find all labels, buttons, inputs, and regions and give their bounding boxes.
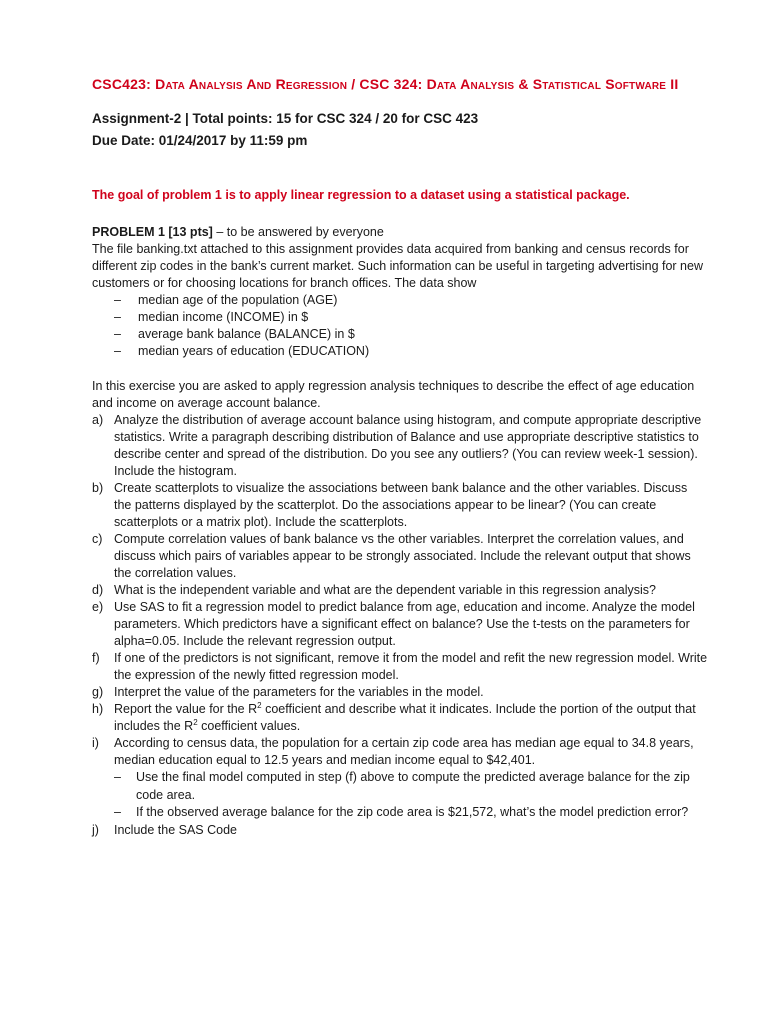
assignment-line: Assignment-2 | Total points: 15 for CSC 324 / 20 for CSC 423 [92,111,479,126]
task-h-text-1: Report the value for the R [114,702,258,716]
course-name-324: : Data Analysis & Statistical Software II [417,76,679,92]
task-text: If one of the predictors is not significant, remove it from the model and refit the new regression model. Write the expression of the newly fitted regression model. [114,651,708,682]
task-g [92,684,708,701]
task-d [92,582,708,599]
task-h-text-2: coefficient and describe what it indicates. Include the portion of the output that includes the R [114,702,696,733]
variable-text: average bank balance (BALANCE) in $ [138,327,355,341]
variable-text: median years of education (EDUCATION) [138,344,370,358]
task-text: What is the independent variable and what are the dependent variable in this regression analysis? [114,583,657,597]
task-text [114,701,708,735]
task-j [92,822,708,839]
superscript-2: 2 [257,700,262,710]
problem-intro: The file banking.txt attached to this assignment provides data acquired from banking and census records for different zip codes in the bank’s current market. Such information can be useful in targeting advertising for new customers or for choosing locations for branch offices. The data show [92,242,703,290]
course-code-324: CSC 324 [359,76,418,92]
task-text: Interpret the value of the parameters for the variables in the model. [114,685,484,699]
task-text: According to census data, the population for a certain zip code area has median age equal to 34.8 years, median education equal to 12.5 years and median income equal to $42,401. [114,736,694,767]
course-name-423: : Data Analysis And Regression / [146,76,360,92]
task-e [92,599,708,650]
task-letter: f) [92,651,100,665]
superscript-2: 2 [193,717,198,727]
task-letter: h) [92,702,104,716]
task-text: Compute correlation values of bank balance vs the other variables. Interpret the correlation values, and discuss which pairs of variables appear to be strongly associated. Include the relevant output that shows the correlation values. [114,532,691,580]
due-date-line: Due Date: 01/24/2017 by 11:59 pm [92,133,308,148]
task-letter: c) [92,532,103,546]
task-text: Use SAS to fit a regression model to predict balance from age, education and income. Analyze the model parameters. Which predictors have a significant effect on balance? Use the t-tests on the parameters for alpha=0.05. Include the relevant regression output. [114,600,695,648]
subtask-item [114,804,708,822]
goal-statement: The goal of problem 1 is to apply linear regression to a dataset using a statistical package. [92,188,630,202]
problem-title: PROBLEM 1 [13 pts] [92,225,213,239]
task-letter: g) [92,685,104,699]
problem-heading [92,224,708,241]
list-item [114,292,708,309]
subtask-text: If the observed average balance for the zip code area is $21,572, what’s the model prediction error? [136,805,689,819]
subtask-item [114,769,708,804]
variable-text: median income (INCOME) in $ [138,310,309,324]
variable-text: median age of the population (AGE) [138,293,338,307]
task-letter: a) [92,413,104,427]
dash-bullet: – [114,344,121,358]
dash-bullet: – [114,805,121,819]
dash-bullet: – [114,327,121,341]
dash-bullet: – [114,770,121,784]
course-code-423: CSC423 [92,76,147,92]
problem-subtitle: – to be answered by everyone [212,225,384,239]
task-b [92,480,708,531]
task-h [92,701,708,735]
task-letter: d) [92,583,104,597]
task-body [114,735,708,822]
dash-bullet: – [114,293,121,307]
exercise-description: In this exercise you are asked to apply regression analysis techniques to describe the effect of age education and income on average account balance. [92,379,695,410]
list-item [114,309,708,326]
task-i [92,735,708,822]
task-text: Include the SAS Code [114,822,237,837]
subtask-text: Use the final model computed in step (f) above to compute the predicted average balance for the zip code area. [136,770,690,802]
task-h-text-3: coefficient values. [197,719,301,733]
dash-bullet: – [114,310,121,324]
task-list [92,412,708,839]
variable-list [92,292,708,360]
task-c [92,531,708,582]
list-item [114,326,708,343]
task-f [92,650,708,684]
task-letter: j) [92,822,99,837]
subtask-list [114,769,708,822]
task-text: Analyze the distribution of average account balance using histogram, and compute appropriate descriptive statistics. Write a paragraph describing distribution of Balance and use appropriate descriptive statistics to describe center and spread of the distribution. Do you see any outliers? (You can review week-1 session). Include the histogram. [114,413,702,478]
task-letter: i) [92,736,99,750]
course-title [92,76,708,92]
task-a [92,412,708,480]
task-letter: b) [92,481,104,495]
task-text: Create scatterplots to visualize the associations between bank balance and the other variables. Discuss the patterns displayed by the scatterplot. Do the associations appear to be linear? (You can create scatterplots or a matrix plot). Include the scatterplots. [114,481,688,529]
task-letter: e) [92,600,104,614]
list-item [114,343,708,360]
